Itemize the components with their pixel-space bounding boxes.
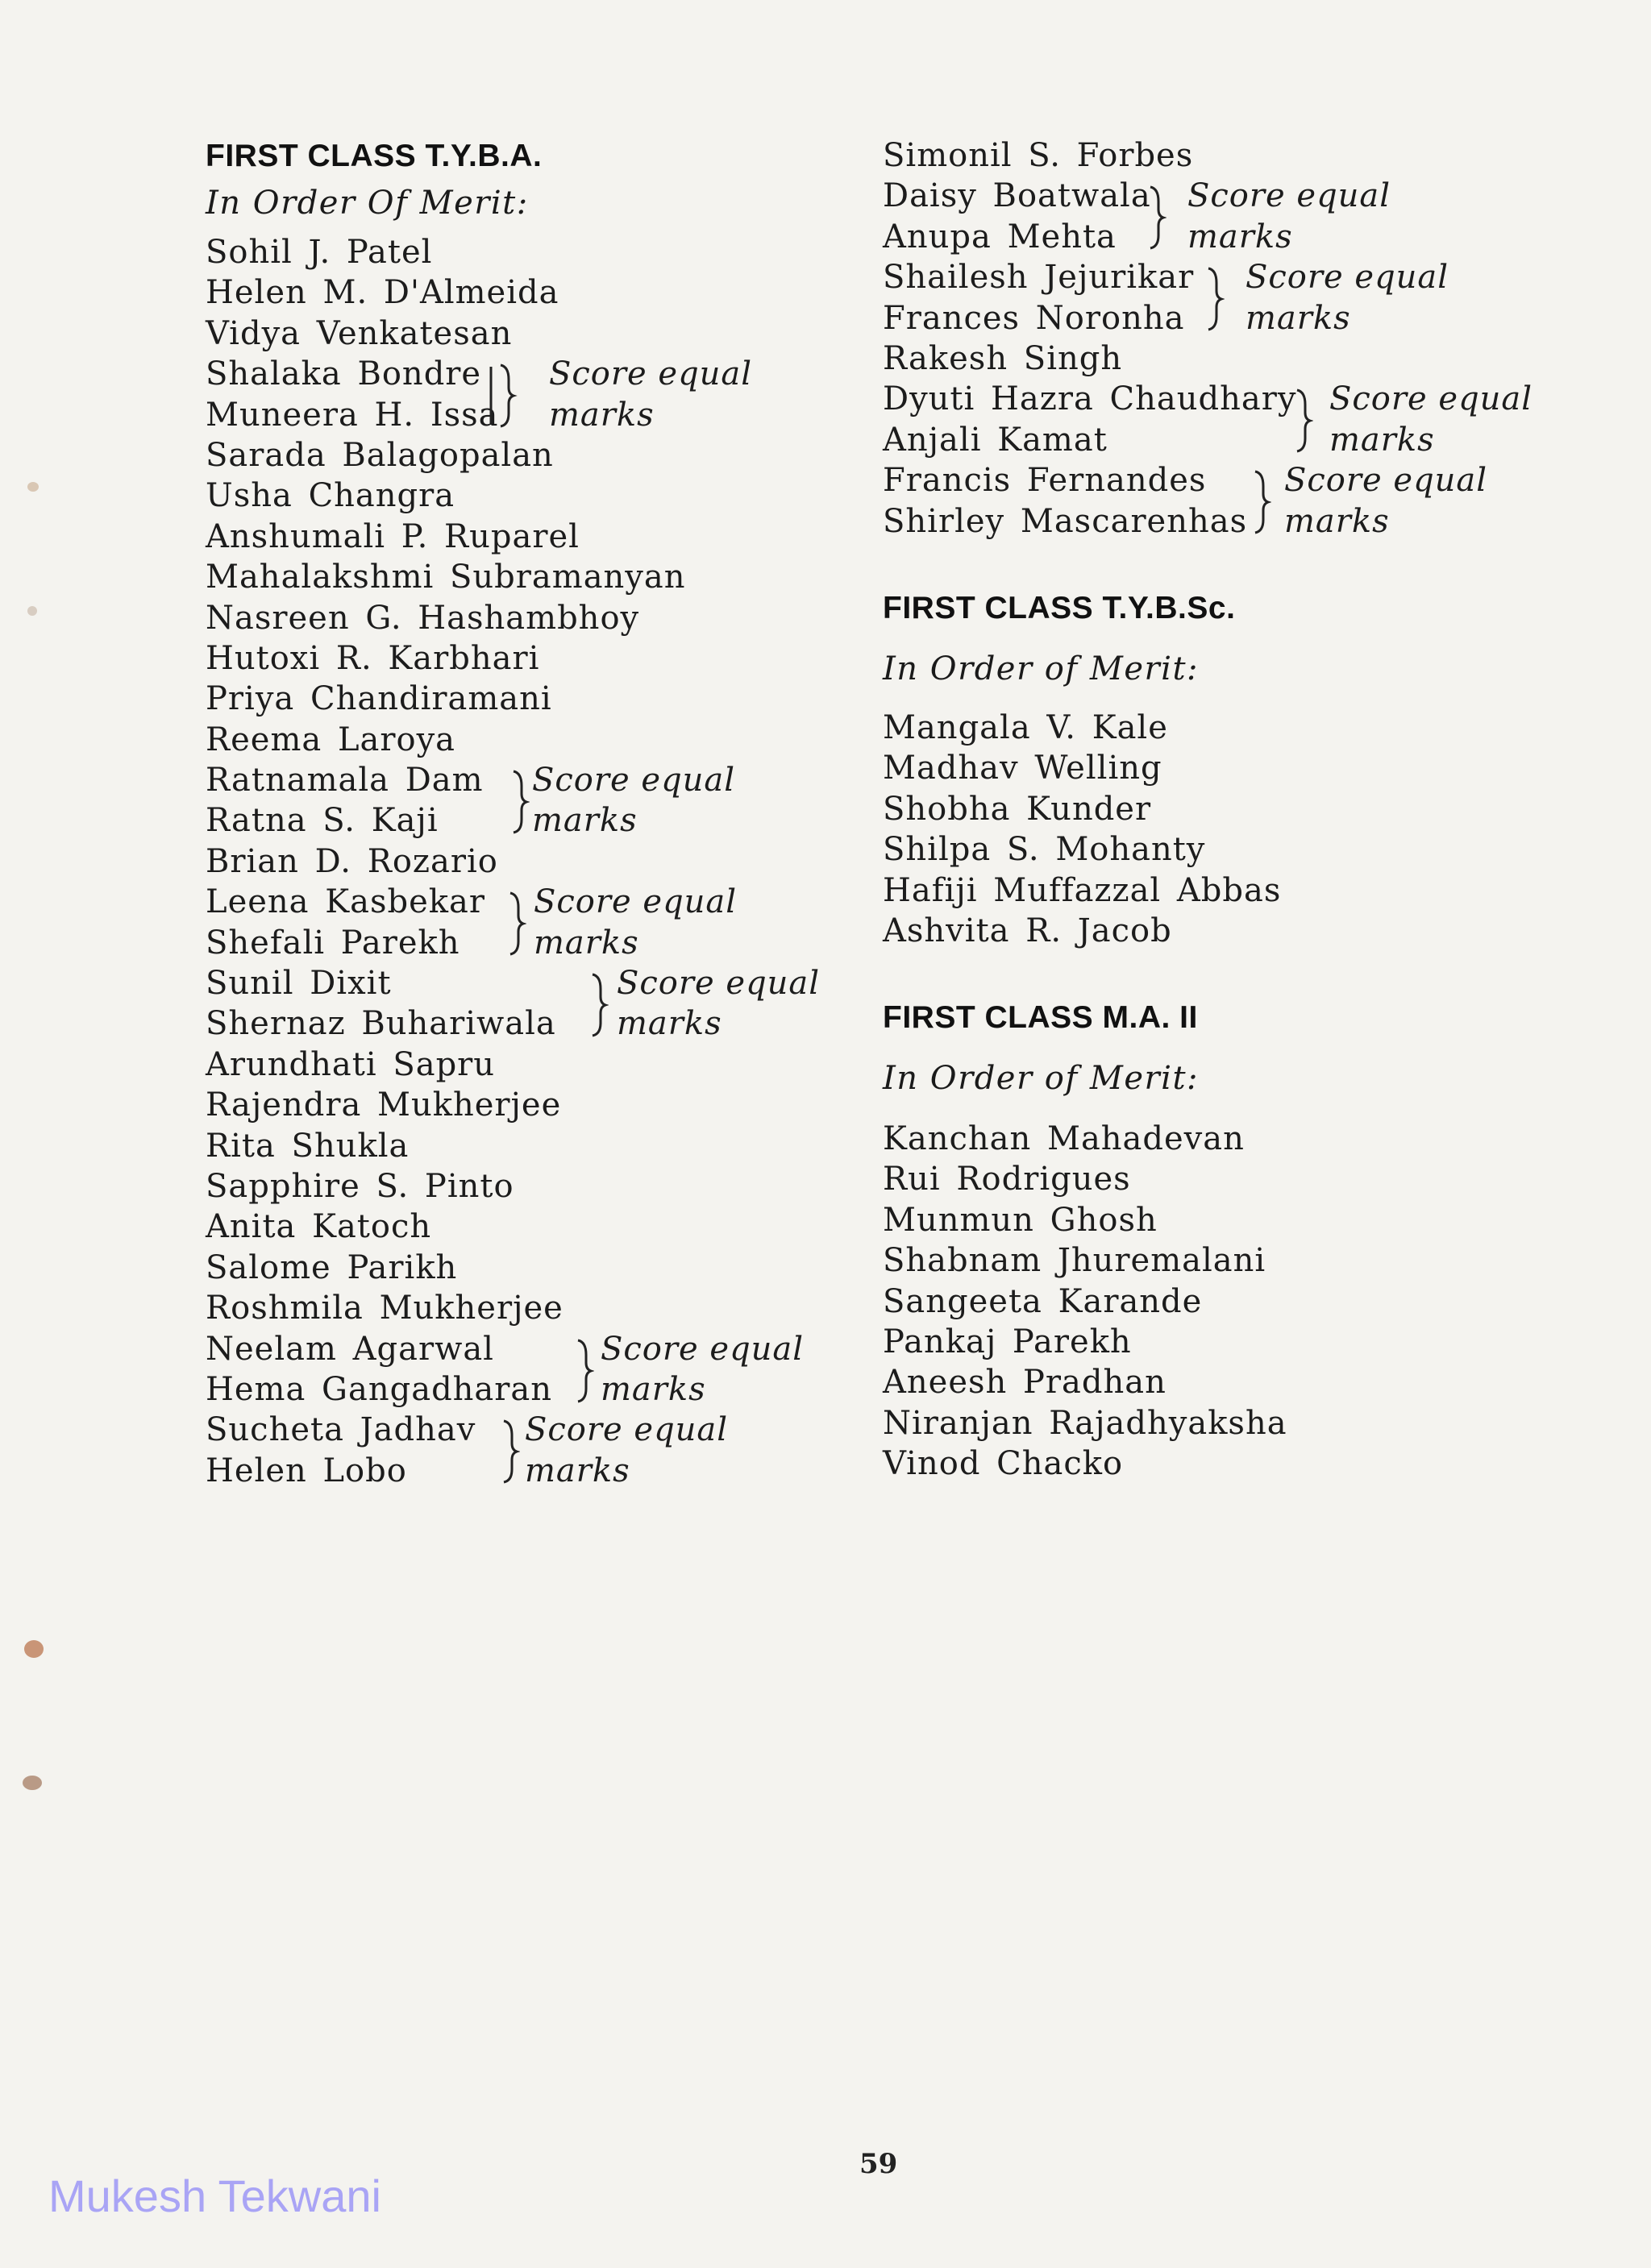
tie-group <box>883 460 1488 542</box>
merit-list-ma2 <box>883 1119 1287 1485</box>
list-item: Anupa Mehta <box>883 218 1117 255</box>
list-item: Sangeeta Karande <box>883 1282 1203 1320</box>
list-item: Usha Changra <box>206 477 455 515</box>
brace-icon <box>496 1411 520 1489</box>
score-equal-note: Score equal marks <box>1329 380 1533 459</box>
brace-icon <box>486 355 518 433</box>
list-item: Roshmila Mukherjee <box>206 1290 564 1327</box>
binding-hole-mark <box>27 606 37 616</box>
list-item: Munmun Ghosh <box>883 1201 1158 1239</box>
list-item: Pankaj Parekh <box>883 1323 1132 1360</box>
list-item: Vidya Venkatesan <box>206 314 513 352</box>
tie-group <box>206 1410 729 1491</box>
binding-hole-mark <box>23 1776 42 1790</box>
list-item: Hafiji Muffazzal Abbas <box>883 871 1282 909</box>
list-item: Shailesh Jejurikar <box>883 259 1195 297</box>
list-item: Shernaz Buhariwala <box>206 1005 556 1043</box>
list-item: Rajendra Mukherjee <box>206 1086 562 1124</box>
list-item: Shilpa S. Mohanty <box>883 831 1206 869</box>
list-item: Aneesh Pradhan <box>883 1364 1167 1402</box>
list-item: Ratnamala Dam <box>206 762 484 800</box>
score-equal-note: Score equal marks <box>532 762 736 840</box>
list-item: Dyuti Hazra Chaudhary <box>883 380 1297 418</box>
list-item: Shalaka Bondre <box>206 355 482 393</box>
list-item: Sapphire S. Pinto <box>206 1167 514 1205</box>
merit-list-tybsc <box>883 708 1281 951</box>
list-item: Hutoxi R. Karbhari <box>206 639 540 677</box>
brace-icon <box>505 762 530 839</box>
binding-hole-mark <box>24 1640 44 1658</box>
page-number: 59 <box>859 2148 898 2180</box>
list-item: Sohil J. Patel <box>206 234 433 271</box>
tie-group <box>883 257 1449 339</box>
tie-group <box>883 379 1533 460</box>
brace-icon <box>502 883 526 961</box>
list-item: Mangala V. Kale <box>883 709 1168 746</box>
brace-icon <box>1247 462 1271 539</box>
brace-icon <box>570 1331 594 1408</box>
list-item: Shefali Parekh <box>206 924 460 962</box>
list-item: Priya Chandiramani <box>206 680 552 718</box>
subheading-tybsc: In Order of Merit: <box>883 650 1199 687</box>
list-item: Sunil Dixit <box>206 965 392 1003</box>
score-equal-note: Score equal marks <box>534 883 738 962</box>
score-equal-note: Score equal marks <box>1246 259 1449 337</box>
list-item: Rita Shukla <box>206 1127 410 1165</box>
list-item: Simonil S. Forbes <box>883 137 1194 174</box>
list-item: Rui Rodrigues <box>883 1161 1131 1198</box>
brace-icon <box>1289 380 1313 458</box>
brace-icon <box>1142 177 1167 255</box>
list-item: Madhav Welling <box>883 750 1162 787</box>
merit-list-tyba <box>206 232 821 1491</box>
list-item: Niranjan Rajadhyaksha <box>883 1404 1287 1442</box>
merit-list-tyba-continued <box>883 135 1533 542</box>
heading-tyba: FIRST CLASS T.Y.B.A. <box>206 139 543 173</box>
score-equal-note: Score equal marks <box>1187 177 1391 255</box>
heading-tybsc: FIRST CLASS T.Y.B.Sc. <box>883 591 1236 625</box>
list-item: Neelam Agarwal <box>206 1330 494 1368</box>
list-item: Shobha Kunder <box>883 790 1152 828</box>
brace-icon <box>584 965 609 1042</box>
brace-icon <box>1200 259 1225 336</box>
list-item: Brian D. Rozario <box>206 842 498 880</box>
tie-group <box>883 176 1391 257</box>
tie-group <box>206 354 753 435</box>
list-item: Kanchan Mahadevan <box>883 1120 1245 1157</box>
list-item: Sarada Balagopalan <box>206 436 554 474</box>
list-item: Francis Fernandes <box>883 462 1207 500</box>
score-equal-note: Score equal marks <box>549 355 753 434</box>
list-item: Hema Gangadharan <box>206 1370 553 1408</box>
score-equal-note: Score equal marks <box>601 1330 805 1408</box>
list-item: Muneera H. Issa <box>206 396 499 434</box>
subheading-ma2: In Order of Merit: <box>883 1060 1199 1097</box>
tie-group <box>206 760 736 841</box>
list-item: Helen M. D'Almeida <box>206 274 559 312</box>
tie-group <box>206 963 821 1045</box>
tie-group <box>206 882 738 963</box>
list-item: Leena Kasbekar <box>206 883 485 921</box>
list-item: Rakesh Singh <box>883 339 1123 377</box>
list-item: Helen Lobo <box>206 1452 407 1489</box>
list-item: Shirley Mascarenhas <box>883 502 1248 540</box>
list-item: Ratna S. Kaji <box>206 802 439 840</box>
score-equal-note: Score equal marks <box>617 965 821 1043</box>
list-item: Sucheta Jadhav <box>206 1411 476 1449</box>
watermark: Mukesh Tekwani <box>48 2170 381 2221</box>
list-item: Nasreen G. Hashambhoy <box>206 599 640 637</box>
list-item: Frances Noronha <box>883 299 1185 337</box>
score-equal-note: Score equal marks <box>1284 462 1488 540</box>
list-item: Anita Katoch <box>206 1208 432 1246</box>
heading-ma2: FIRST CLASS M.A. II <box>883 1000 1198 1035</box>
list-item: Mahalakshmi Subramanyan <box>206 559 686 596</box>
subheading-tyba: In Order Of Merit: <box>206 185 529 222</box>
list-item: Shabnam Jhuremalani <box>883 1242 1266 1280</box>
list-item: Ashvita R. Jacob <box>883 912 1172 949</box>
list-item: Salome Parikh <box>206 1248 458 1286</box>
list-item: Daisy Boatwala <box>883 177 1151 215</box>
list-item: Vinod Chacko <box>883 1445 1124 1483</box>
list-item: Arundhati Sapru <box>206 1045 496 1083</box>
list-item: Anshumali P. Ruparel <box>206 517 580 555</box>
list-item: Reema Laroya <box>206 721 456 758</box>
score-equal-note: Score equal marks <box>525 1411 729 1489</box>
binding-hole-mark <box>27 482 39 492</box>
list-item: Anjali Kamat <box>883 421 1108 459</box>
tie-group <box>206 1329 805 1410</box>
